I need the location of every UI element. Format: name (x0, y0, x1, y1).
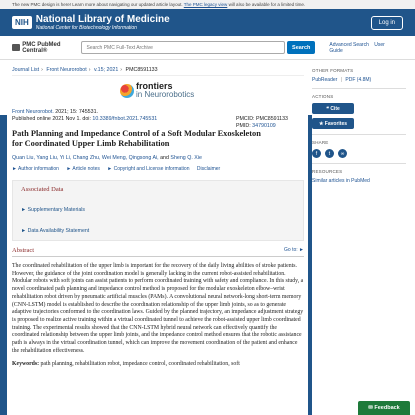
nlm-title: National Library of Medicine (35, 13, 170, 25)
doi-link[interactable]: 10.3389/fnbot.2021.745531 (92, 116, 158, 122)
twitter-icon[interactable]: t (325, 149, 334, 158)
journal-logo[interactable] (120, 82, 304, 99)
pdf-link[interactable]: PDF (4.8M) (345, 77, 372, 83)
data-availability-toggle[interactable]: ► Data Availability Statement (21, 228, 90, 234)
banner-suffix: will also be available for a limited time. (228, 2, 306, 7)
abstract-text: The coordinated rehabilitation of the upper limb is important for the recovery of the daily living abilities of stroke patients. However, the guidance of the joint coordination model is generally lacking in the current robot-assisted rehabilitation. Modular robots with soft joints can assist patients to perform coordinated training with safety and compliance. In this study, a novel coordinated path planning and impedance control method is proposed for the modular exoskeleton elbow–wrist rehabilitation robot driven by pneumatic artificial muscles (PAMs). A convolutional neural network-long short-term memory (CNN-LSTM) model is established to describe the coordination relationship of the upper limb joints, so as to generate adaptive trajectories conformed to the coordination laws. Guided by the planned trajectory, an impedance adjustment strategy is proposed to realize active training within a virtual coordinated tunnel to achieve the robot-assisted upper limb coordinated training. The experimental results showed that the CNN-LSTM hybrid neural network can effectively quantify the coordinated relationship between the upper limb joints, and the impedance control method ensures that the robotic assistance path is always in the virtual coordination tunnel, which can improve the movement coordination of the patient and enhance the rehabilitation effectiveness. (12, 263, 304, 354)
article-title: Path Planning and Impedance Control of a Soft Modular Exoskeleton for Coordinated Upper Limb Rehabilitation (12, 129, 261, 148)
share-heading: SHARE (312, 140, 329, 145)
copyright-toggle[interactable]: ► Copyright and License information (107, 166, 190, 172)
breadcrumb: Journal List › Front Neurorobot › v.15; 2021 › PMC8591133 (12, 64, 304, 76)
facebook-icon[interactable]: f (312, 149, 321, 158)
login-button[interactable]: Log in (371, 16, 403, 30)
share-buttons (312, 149, 406, 158)
article-main (12, 64, 304, 367)
author-list: Quan Liu, Yang Liu, Yi Li, Chang Zhu, Wei Meng, Qingsong Ai, and Sheng Q. Xie (12, 155, 202, 161)
abstract-heading: Abstract (12, 247, 35, 254)
disclaimer-link[interactable]: Disclaimer (196, 166, 221, 172)
nlm-subtitle: National Center for Biotechnology Information (35, 24, 137, 31)
top-banner (0, 0, 415, 9)
left-nav-strip (0, 115, 7, 415)
link-icon[interactable]: ∞ (338, 149, 347, 158)
search-bar (0, 36, 415, 60)
banner-text: The new PMC design is here! Learn more about navigating our updated article layout. (12, 2, 183, 7)
breadcrumb-journal[interactable]: Front Neurorobot (46, 67, 87, 73)
cite-button[interactable]: ❝ Cite (312, 103, 354, 114)
resources-heading: RESOURCES (312, 169, 343, 174)
journal-name-b: in Neurorobotics (136, 90, 195, 99)
other-formats-heading: OTHER FORMATS (312, 68, 354, 73)
pmc-logo-text: PMC PubMed Central® (22, 41, 61, 54)
article-info-links (12, 166, 304, 172)
nlm-title-block[interactable] (36, 15, 170, 31)
pmid-link[interactable]: 34790109 (252, 123, 276, 129)
breadcrumb-journal-list[interactable]: Journal List (12, 67, 40, 73)
pmc-logo-icon (12, 44, 20, 51)
banner-link[interactable]: The PMC legacy view (183, 2, 228, 7)
pmcid: PMCID: PMC8591133 (235, 116, 288, 122)
goto-menu[interactable]: Go to: ► (284, 247, 304, 253)
sidebar (312, 64, 406, 184)
last-author-link[interactable]: Sheng Q. Xie (170, 155, 202, 161)
search-links (329, 42, 403, 54)
associated-data-panel (12, 180, 304, 241)
citation-journal-link[interactable]: Front Neurorobot. (12, 109, 54, 115)
article-meta (12, 109, 304, 129)
journal-name-a: frontiers (136, 81, 173, 91)
pmc-logo[interactable] (12, 42, 81, 54)
search-input[interactable]: Search PMC Full-Text Archive (81, 41, 285, 54)
breadcrumb-current: PMC8591133 (125, 67, 158, 73)
favorites-button[interactable]: ★ Favorites (312, 118, 354, 129)
article-notes-toggle[interactable]: ► Article notes (66, 166, 100, 172)
authors-link[interactable]: Quan Liu, Yang Liu, Yi Li, Chang Zhu, Wei Meng, Qingsong Ai, (12, 155, 159, 161)
user-guide-link[interactable]: User Guide (329, 41, 385, 54)
abstract-header (12, 247, 304, 257)
search-button[interactable]: Search (287, 41, 315, 54)
published-line: Published online 2021 Nov 1. doi: 10.3389/fnbot.2021.745531 (12, 116, 158, 122)
pubreader-link[interactable]: PubReader (312, 77, 338, 83)
advanced-search-link[interactable]: Advanced Search (329, 41, 369, 48)
frontiers-logo-icon (120, 84, 134, 98)
citation-details: 2021; 15: 745531. (53, 109, 98, 115)
article-ids (236, 116, 288, 130)
citation-line (12, 109, 304, 116)
associated-data-heading: Associated Data (21, 186, 64, 193)
keywords: Keywords: path planning, rehabilitation robot, impedance control, coordinated rehabilitation, soft (12, 361, 240, 368)
author-information-toggle[interactable]: ► Author information (12, 166, 59, 172)
similar-articles-link[interactable]: Similar articles in PubMed (312, 178, 370, 184)
breadcrumb-volume[interactable]: v.15; 2021 (93, 67, 119, 73)
nlm-header (0, 9, 415, 36)
nih-logo[interactable]: NIH (12, 16, 32, 29)
feedback-button[interactable]: ✉ Feedback (358, 401, 410, 415)
supplementary-materials-toggle[interactable]: ► Supplementary Materials (21, 207, 85, 213)
actions-heading: ACTIONS (312, 94, 334, 99)
format-links: PubReader | PDF (4.8M) (312, 77, 372, 83)
pmid-line: PMID: 34790109 (235, 123, 276, 129)
